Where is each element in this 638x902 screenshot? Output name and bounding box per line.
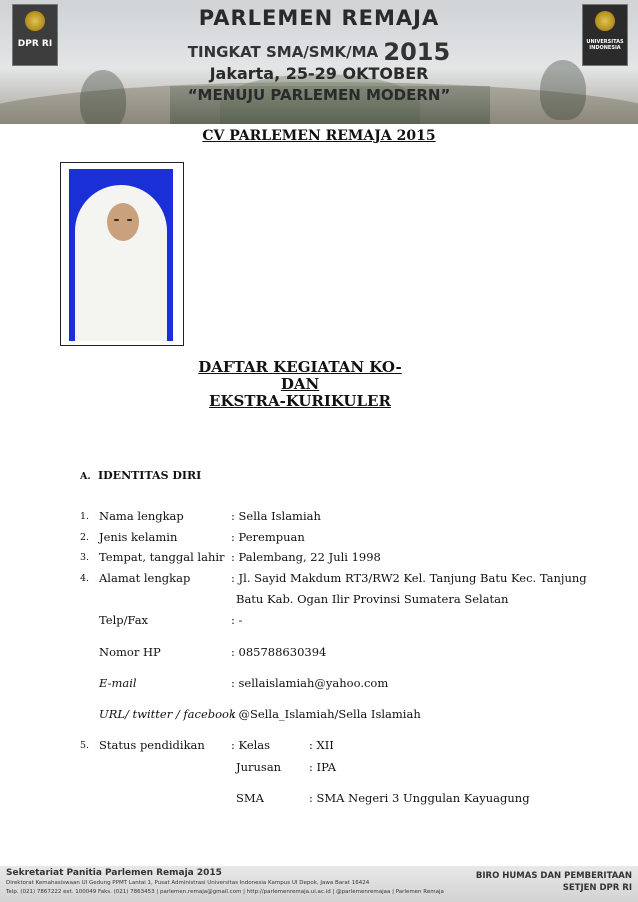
heading-line-1: DAFTAR KEGIATAN KO- [198, 358, 402, 376]
jurusan-value: : IPA [309, 760, 337, 774]
profile-photo [69, 169, 173, 341]
profile-photo-frame [60, 162, 184, 346]
row-value: : sellaislamiah@yahoo.com [231, 676, 389, 690]
section-a-number: A. [80, 471, 91, 482]
row-number: 5. [80, 740, 90, 751]
footer-setjen: SETJEN DPR RI [562, 883, 632, 893]
photo-eye [127, 219, 132, 221]
row-label: Nama lengkap [99, 509, 184, 523]
dpr-logo-text: DPR RI [17, 39, 53, 49]
row-label: Tempat, tanggal lahir [99, 550, 225, 564]
row-label: E-mail [99, 676, 137, 690]
kelas-value: : XII [309, 738, 334, 752]
footer-address: Direktorat Kemahasiswaan UI Gedung PPMT Lantai 1, Pusat Administrasi Universitas Indonesia Kampus UI Depok, Jawa Barat 16424 [6, 880, 370, 886]
row-value: : Palembang, 22 Juli 1998 [231, 550, 381, 564]
heading-line-2: DAN [280, 375, 320, 393]
photo-eye [114, 219, 119, 221]
row-label: Jenis kelamin [99, 530, 178, 544]
row-number: 4. [80, 573, 90, 584]
row-number: 2. [80, 532, 90, 543]
row-value: : - [231, 613, 243, 627]
row-number: 1. [80, 511, 90, 522]
row-label: URL/ twitter / facebook [99, 707, 236, 721]
row-value-continued: Batu Kab. Ogan Ilir Provinsi Sumatera Selatan [236, 592, 509, 606]
kelas-label: : Kelas [231, 738, 271, 752]
banner-year: 2015 [383, 38, 451, 66]
row-label: Nomor HP [99, 645, 161, 659]
sma-label: SMA [236, 791, 264, 805]
heading-line-3: EKSTRA-KURIKULER [209, 392, 391, 410]
banner-motto: “MENUJU PARLEMEN MODERN” [187, 86, 451, 104]
section-a-title [80, 469, 201, 482]
row-number: 3. [80, 552, 90, 563]
section-heading [180, 359, 420, 410]
row-value: : @Sella_Islamiah/Sella Islamiah [231, 707, 421, 721]
sma-value: : SMA Negeri 3 Unggulan Kayuagung [309, 791, 530, 805]
photo-face [107, 203, 139, 241]
footer-biro: BIRO HUMAS DAN PEMBERITAAN [475, 871, 632, 881]
banner-level [0, 38, 638, 66]
footer-sekretariat: Sekretariat Panitia Parlemen Remaja 2015 [6, 868, 222, 878]
row-label: Telp/Fax [99, 613, 149, 627]
ui-logo-text: UNIVERSITAS INDONESIA [586, 39, 624, 51]
row-value: : Perempuan [231, 530, 305, 544]
page-footer [0, 866, 638, 902]
banner-title: PARLEMEN REMAJA [198, 6, 440, 30]
row-value: : Sella Islamiah [231, 509, 321, 523]
banner-level-text: TINGKAT SMA/SMK/MA [187, 43, 379, 61]
row-label: Status pendidikan [99, 738, 205, 752]
section-a-label: IDENTITAS DIRI [98, 469, 202, 482]
header-banner [0, 0, 638, 124]
row-value: : Jl. Sayid Makdum RT3/RW2 Kel. Tanjung Batu Kec. Tanjung [231, 571, 587, 585]
jurusan-label: Jurusan [236, 760, 282, 774]
banner-date: Jakarta, 25-29 OKTOBER [209, 64, 429, 83]
row-value: : 085788630394 [231, 645, 327, 659]
row-label: Alamat lengkap [99, 571, 191, 585]
cv-title: CV PARLEMEN REMAJA 2015 [202, 128, 436, 144]
footer-contact: Telp. (021) 7867222 ext. 100049 Faks. (021) 7863453 | parlemen.remaja@gmail.com | http://parlemenremaja.ui.ac.id | @parlemenremajaa | Parlemen Remaja [6, 889, 444, 895]
